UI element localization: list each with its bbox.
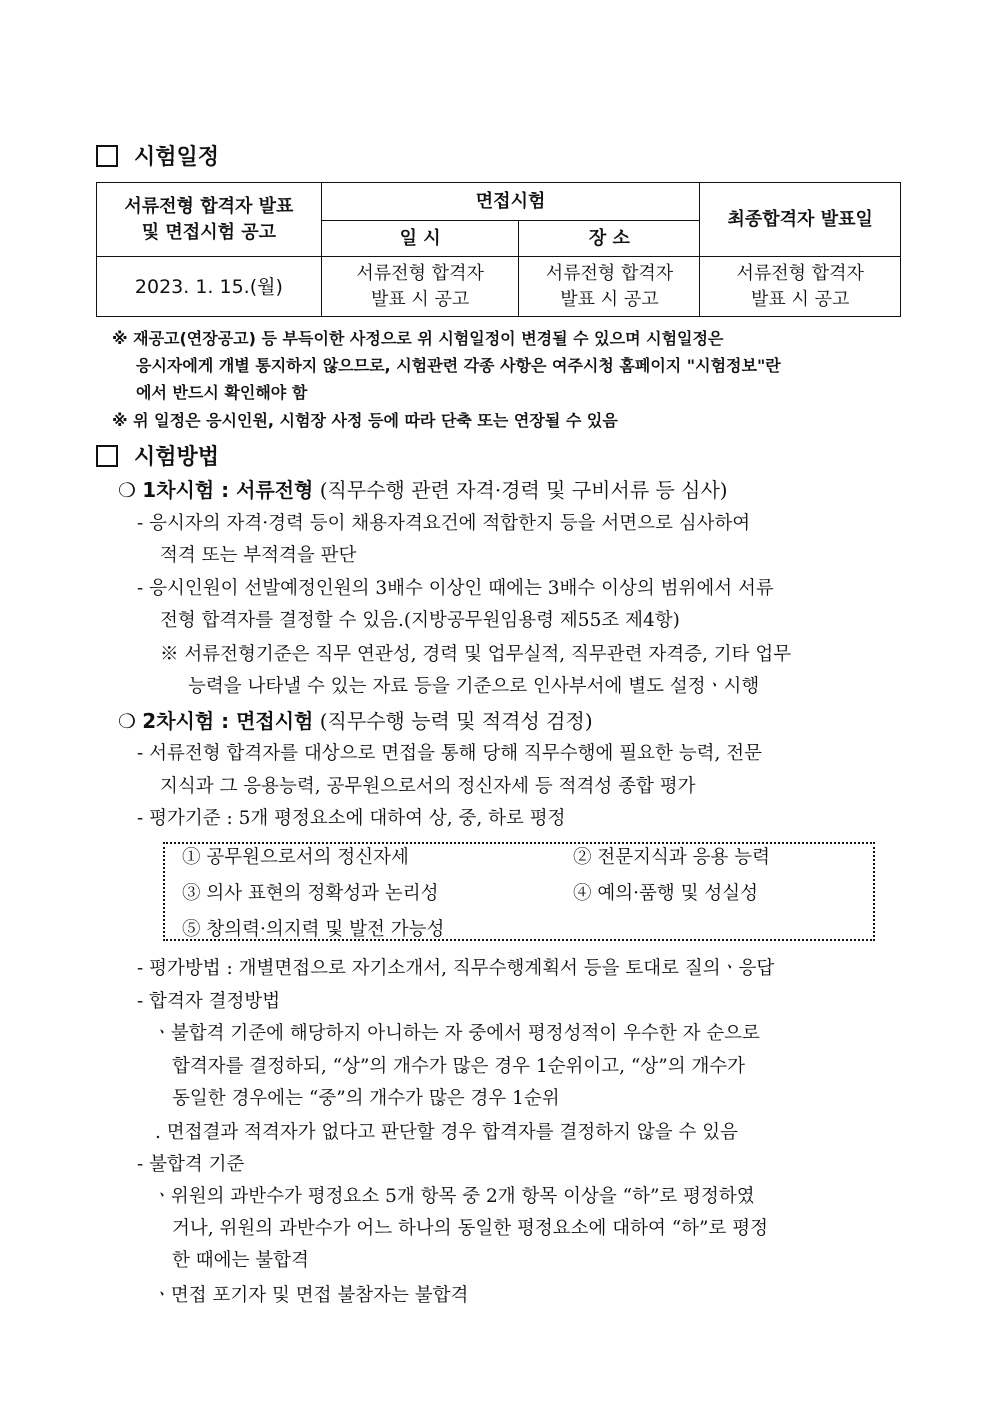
note-line: ※ 재공고(연장공고) 등 부득이한 사정으로 위 시험일정이 변경될 수 있으며 시험일정은 bbox=[112, 329, 724, 348]
table-cell-place bbox=[519, 257, 700, 317]
cell-text: 서류전형 합격자 bbox=[545, 262, 674, 284]
table-header-place: 장 소 bbox=[519, 221, 700, 257]
criteria-item: ② 전문지식과 응용 능력 bbox=[573, 847, 770, 868]
criteria-item: ① 공무원으로서의 정신자세 bbox=[182, 847, 409, 868]
criteria-item: ⑤ 창의력·의지력 및 발전 가능성 bbox=[182, 919, 445, 940]
text-line: - 평가방법 : 개별면접으로 자기소개서, 직무수행계획서 등을 토대로 질의ㆍ응답 bbox=[137, 958, 775, 979]
cell-text: 발표 시 공고 bbox=[750, 288, 850, 310]
text-line: ㆍ위원의 과반수가 평정요소 5개 항목 중 2개 항목 이상을 “하”로 평정하였 bbox=[153, 1186, 755, 1207]
text-line: 지식과 그 응용능력, 공무원으로서의 정신자세 등 적격성 종합 평가 bbox=[160, 776, 696, 797]
note-line: ※ 위 일정은 응시인원, 시험장 사정 등에 따라 단축 또는 연장될 수 있음 bbox=[112, 411, 618, 430]
text-line: - 응시인원이 선발예정인원의 3배수 이상인 때에는 3배수 이상의 범위에서 서류 bbox=[137, 578, 774, 599]
method-title-text: 시험방법 bbox=[134, 445, 220, 470]
table-header-datetime: 일 시 bbox=[321, 221, 519, 257]
text-line: - 응시자의 자격·경력 등이 채용자격요건에 적합한지 등을 서면으로 심사하여 bbox=[137, 513, 751, 534]
cell-text: 발표 시 공고 bbox=[370, 288, 470, 310]
criteria-item: ③ 의사 표현의 정확성과 논리성 bbox=[182, 883, 439, 904]
second-exam-desc: (직무수행 능력 및 적격성 검정) bbox=[313, 709, 593, 733]
checkbox-square-icon bbox=[96, 145, 118, 167]
table-header-text: 서류전형 합격자 발표 bbox=[124, 195, 294, 217]
text-line: 능력을 나타낼 수 있는 자료 등을 기준으로 인사부서에 별도 설정ㆍ시행 bbox=[188, 676, 760, 697]
table-cell-datetime bbox=[321, 257, 519, 317]
table-cell-final bbox=[700, 257, 901, 317]
text-line: 한 때에는 불합격 bbox=[172, 1250, 309, 1271]
note-line: 응시자에게 개별 통지하지 않으므로, 시험관련 각종 사항은 여주시청 홈페이지 "시험정보"란 bbox=[136, 356, 781, 375]
text-line: ㆍ면접 포기자 및 면접 불참자는 불합격 bbox=[153, 1285, 469, 1306]
text-line: ※ 서류전형기준은 직무 연관성, 경력 및 업무실적, 직무관련 자격증, 기타 업무 bbox=[160, 644, 792, 665]
method-section-title bbox=[96, 440, 219, 471]
schedule-title-text: 시험일정 bbox=[134, 145, 220, 170]
cell-text: 서류전형 합격자 bbox=[736, 262, 864, 284]
text-line: - 서류전형 합격자를 대상으로 면접을 통해 당해 직무수행에 필요한 능력, 전문 bbox=[137, 743, 762, 764]
table-cell-date: 2023. 1. 15.(월) bbox=[97, 257, 322, 317]
circle-bullet-icon: ❍ bbox=[118, 709, 136, 733]
cell-text: 서류전형 합격자 bbox=[356, 262, 484, 284]
schedule-table bbox=[96, 182, 901, 317]
table-header-final-result: 최종합격자 발표일 bbox=[700, 183, 901, 257]
circle-bullet-icon: ❍ bbox=[118, 478, 136, 502]
text-line: 동일한 경우에는 “중”의 개수가 많은 경우 1순위 bbox=[172, 1088, 560, 1109]
second-exam-heading bbox=[118, 708, 593, 734]
first-exam-desc: (직무수행 관련 자격·경력 및 구비서류 등 심사) bbox=[313, 478, 728, 502]
text-line: ㆍ불합격 기준에 해당하지 아니하는 자 중에서 평정성적이 우수한 자 순으로 bbox=[153, 1023, 760, 1044]
text-line: 합격자를 결정하되, “상”의 개수가 많은 경우 1순위이고, “상”의 개수가 bbox=[172, 1056, 746, 1077]
text-line: - 불합격 기준 bbox=[137, 1154, 245, 1175]
text-line: - 합격자 결정방법 bbox=[137, 991, 281, 1012]
schedule-section-title bbox=[96, 140, 219, 171]
first-exam-title: 1차시험 : 서류전형 bbox=[142, 478, 314, 502]
cell-text: 발표 시 공고 bbox=[560, 288, 659, 310]
note-line: 에서 반드시 확인해야 함 bbox=[136, 383, 308, 402]
criteria-item: ④ 예의·품행 및 성실성 bbox=[573, 883, 758, 904]
checkbox-square-icon bbox=[96, 445, 118, 467]
text-line: 거나, 위원의 과반수가 어느 하나의 동일한 평정요소에 대하여 “하”로 평정 bbox=[172, 1218, 768, 1239]
table-header-interview: 면접시험 bbox=[321, 183, 700, 221]
text-line: 적격 또는 부적격을 판단 bbox=[160, 545, 357, 566]
table-header-text: 및 면접시험 공고 bbox=[141, 221, 277, 243]
text-line: - 평가기준 : 5개 평정요소에 대하여 상, 중, 하로 평정 bbox=[137, 808, 566, 829]
first-exam-heading bbox=[118, 477, 728, 503]
text-line: 전형 합격자를 결정할 수 있음.(지방공무원임용령 제55조 제4항) bbox=[160, 610, 680, 631]
text-line: . 면접결과 적격자가 없다고 판단할 경우 합격자를 결정하지 않을 수 있음 bbox=[155, 1122, 738, 1143]
table-header-document-result bbox=[97, 183, 322, 257]
second-exam-title: 2차시험 : 면접시험 bbox=[142, 709, 314, 733]
